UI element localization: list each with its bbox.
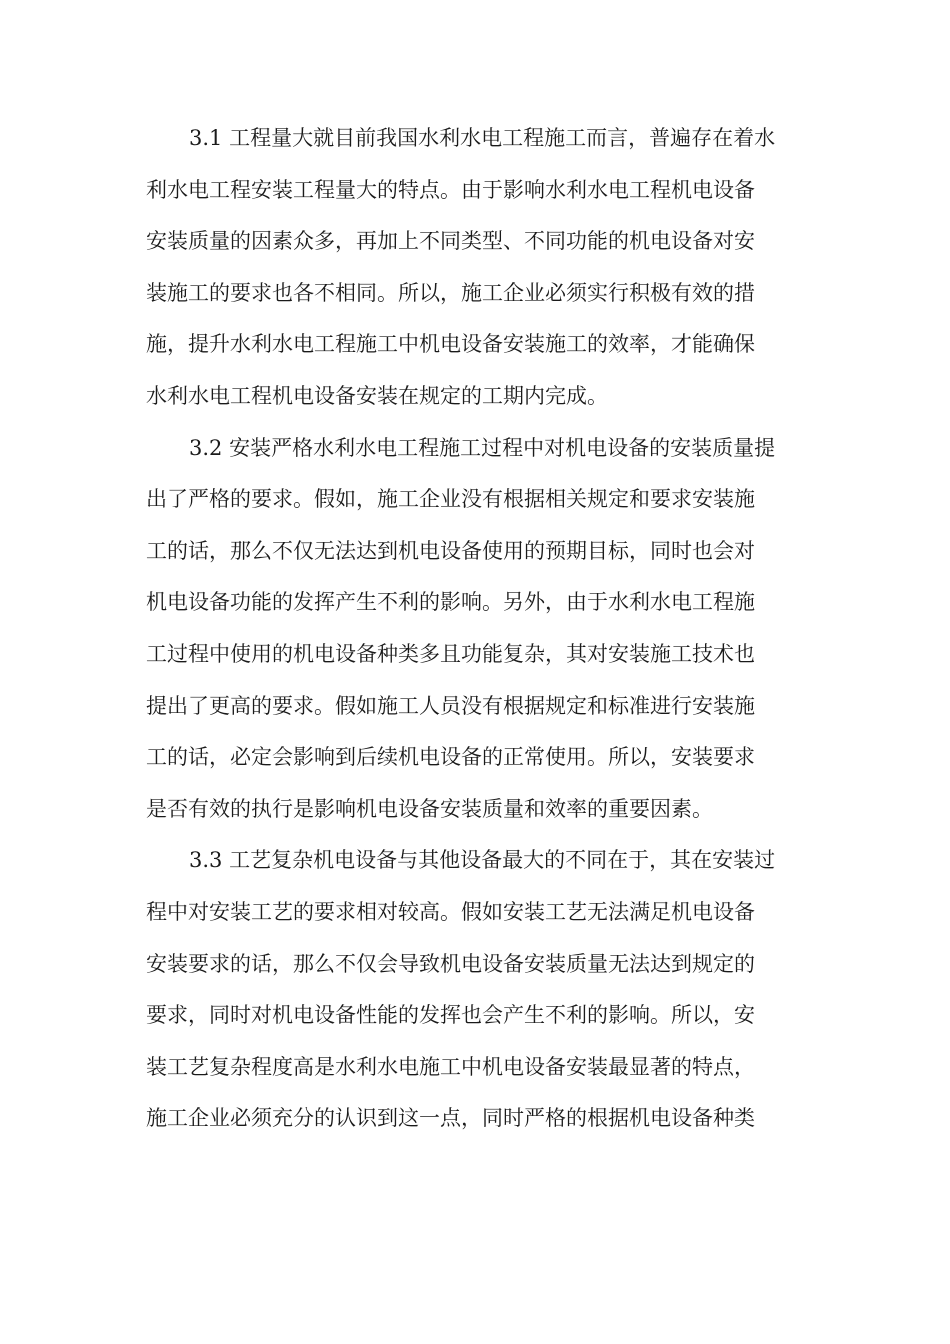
paragraph-line: 水利水电工程机电设备安装在规定的工期内完成。 (146, 383, 608, 408)
paragraph-line: 施，提升水利水电工程施工中机电设备安装施工的效率，才能确保 (146, 332, 755, 357)
paragraph-line: 工的话，那么不仅无法达到机电设备使用的预期目标，同时也会对 (146, 538, 755, 563)
paragraph-line: 程中对安装工艺的要求相对较高。假如安装工艺无法满足机电设备 (146, 899, 755, 924)
paragraph-line: 工的话，必定会影响到后续机电设备的正常使用。所以，安装要求 (146, 745, 755, 770)
paragraph-line: 装施工的要求也各不相同。所以，施工企业必须实行积极有效的措 (146, 280, 755, 305)
paragraph-line: 工过程中使用的机电设备种类多且功能复杂，其对安装施工技术也 (146, 641, 755, 666)
paragraph-line: 安装要求的话，那么不仅会导致机电设备安装质量无法达到规定的 (146, 951, 755, 976)
paragraph-line: 要求，同时对机电设备性能的发挥也会产生不利的影响。所以，安 (146, 1003, 755, 1028)
paragraph-line: 3.2 安装严格水利水电工程施工过程中对机电设备的安装质量提 (189, 435, 776, 460)
paragraph-line: 出了严格的要求。假如，施工企业没有根据相关规定和要求安装施 (146, 487, 755, 512)
paragraph-line: 施工企业必须充分的认识到这一点，同时严格的根据机电设备种类 (146, 1106, 755, 1131)
paragraph-line: 装工艺复杂程度高是水利水电施工中机电设备安装最显著的特点， (146, 1054, 755, 1079)
paragraph-line: 机电设备功能的发挥产生不利的影响。另外，由于水利水电工程施 (146, 590, 755, 615)
document-body (146, 113, 806, 1145)
paragraph-line: 安装质量的因素众多，再加上不同类型、不同功能的机电设备对安 (146, 229, 755, 254)
paragraph-line: 提出了更高的要求。假如施工人员没有根据规定和标准进行安装施 (146, 693, 755, 718)
paragraph-line: 3.3 工艺复杂机电设备与其他设备最大的不同在于，其在安装过 (189, 848, 776, 873)
paragraph-line: 是否有效的执行是影响机电设备安装质量和效率的重要因素。 (146, 796, 713, 821)
paragraph-line: 利水电工程安装工程量大的特点。由于影响水利水电工程机电设备 (146, 177, 755, 202)
paragraph-line: 3.1 工程量大就目前我国水利水电工程施工而言，普遍存在着水 (189, 126, 776, 150)
